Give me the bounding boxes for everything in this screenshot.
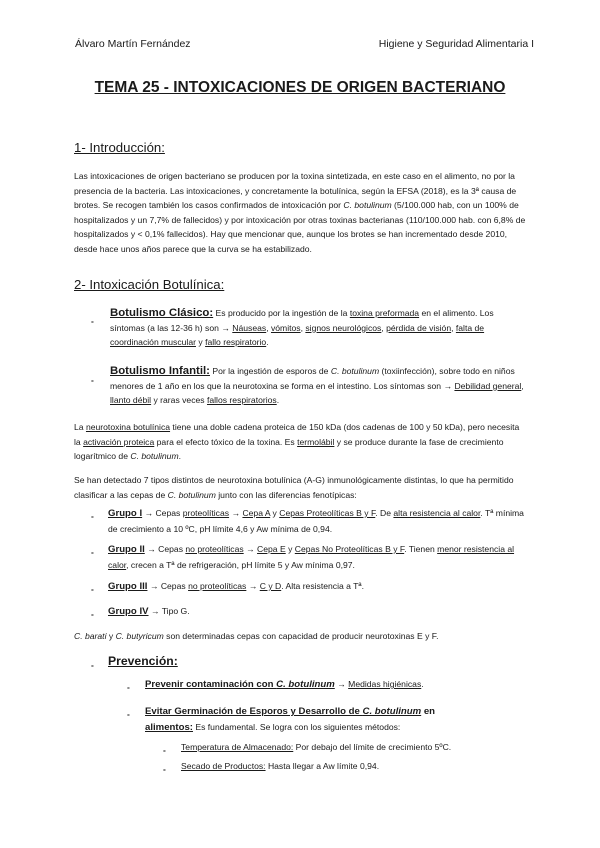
section-1-heading: 1- Introducción: bbox=[74, 140, 165, 155]
prevencion-label: Prevención: bbox=[108, 654, 178, 668]
header-author: Álvaro Martín Fernández bbox=[75, 38, 191, 50]
tipos-paragraph: Se han detectado 7 tipos distintos de neurotoxina botulínica (A-G) inmunológicamente distintas, lo que ha permitido clasificar a las cepas de C. botulinum junto con las diferencias fenotípicas: bbox=[74, 475, 514, 500]
section-2-heading: 2- Intoxicación Botulínica: bbox=[74, 277, 225, 292]
page-title: TEMA 25 - INTOXICACIONES DE ORIGEN BACTERIANO bbox=[94, 79, 506, 96]
header-course: Higiene y Seguridad Alimentaria I bbox=[378, 38, 534, 50]
infantil-label: Botulismo Infantil: bbox=[110, 365, 210, 377]
intro-paragraph: Las intoxicaciones de origen bacteriano se producen por la toxina sintetizada, en este caso en el alimento, no por la presencia de la bacteria. Las intoxicaciones, y concretamente la botulínica, según la EFSA (2018), es la 3ª causa de brotes. Se recogen también los casos confirmados de intoxicación por C. botulinum (5/100.000 hab, con un 100% de hospitalizados y un 7,7% de fallecidos) y por intoxicación por otras toxinas bacterianas (110/100.000 hab. con 6,8% de hospitalizados y < 0,1% fallecidos). Hay que mencionar que, aunque los brotes se han incrementado desde 2010, desde hace unos años parece que la curva se ha estabilizado. bbox=[74, 171, 526, 254]
neurotoxina-paragraph: La neurotoxina botulínica tiene una doble cadena proteica de 150 kDa (dos cadenas de 100 y 50 kDa), pero necesita la activación proteica para el efecto tóxico de la toxina. Es termolábil y se produce durante la fase de crecimiento logarítmico de C. botulinum. bbox=[74, 422, 520, 461]
cepas-paragraph: C. barati y C. butyricum son determinadas cepas con capacidad de producir neurotoxinas E y F. bbox=[74, 631, 439, 641]
clasico-label: Botulismo Clásico: bbox=[110, 307, 214, 319]
